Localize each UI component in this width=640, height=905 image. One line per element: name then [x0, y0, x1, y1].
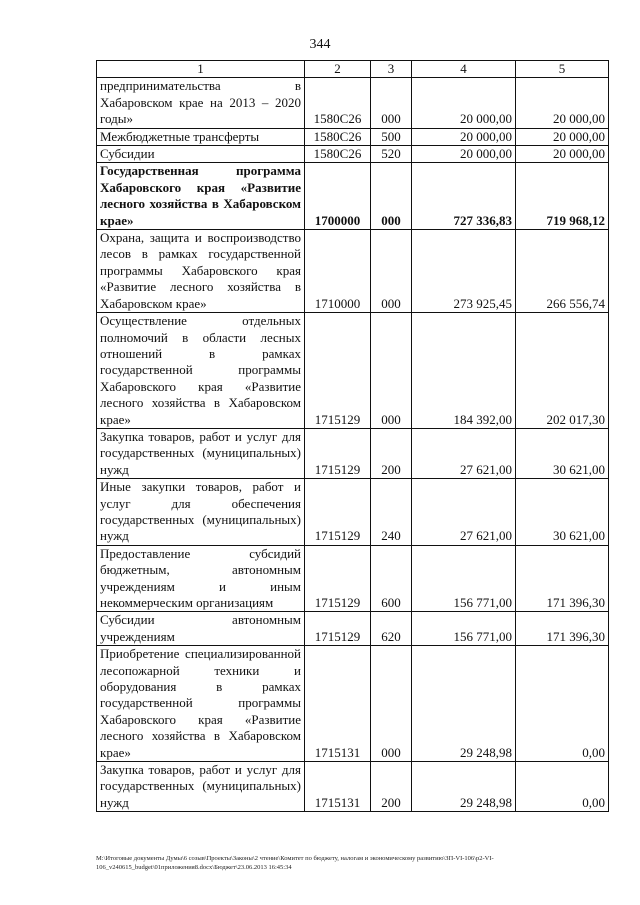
page-number: 344 [309, 37, 331, 52]
row-name: Государственная программа Хабаровского края «Развитие лесного хозяйства в Хабаровском крае» [97, 163, 305, 230]
table-row [97, 545, 609, 612]
row-amount-col5: 171 396,30 [516, 612, 609, 646]
row-expense-type: 600 [371, 545, 412, 612]
row-amount-col4: 20 000,00 [412, 146, 516, 163]
table-row [97, 762, 609, 812]
row-expense-type: 000 [371, 313, 412, 429]
row-amount-col4: 20 000,00 [412, 78, 516, 128]
row-amount-col5: 0,00 [516, 762, 609, 812]
row-amount-col4: 27 621,00 [412, 479, 516, 546]
row-target-code: 1700000 [305, 163, 371, 230]
file-path-footer [96, 854, 608, 872]
row-amount-col5: 0,00 [516, 646, 609, 762]
row-name: Предоставление субсидий бюджетным, автономным учреждениям и иным некоммерческим организациям [97, 545, 305, 612]
row-amount-col5: 30 621,00 [516, 428, 609, 478]
row-name: Субсидии автономным учреждениям [97, 612, 305, 646]
row-expense-type: 240 [371, 479, 412, 546]
column-header-3: 3 [371, 61, 412, 78]
row-name: Субсидии [97, 146, 305, 163]
row-expense-type: 200 [371, 762, 412, 812]
table-row [97, 78, 609, 128]
row-amount-col4: 156 771,00 [412, 612, 516, 646]
row-amount-col4: 184 392,00 [412, 313, 516, 429]
row-name: Межбюджетные трансферты [97, 128, 305, 145]
row-expense-type: 000 [371, 163, 412, 230]
row-amount-col4: 156 771,00 [412, 545, 516, 612]
row-target-code: 1715131 [305, 762, 371, 812]
row-amount-col4: 727 336,83 [412, 163, 516, 230]
row-amount-col5: 20 000,00 [516, 146, 609, 163]
row-amount-col4: 20 000,00 [412, 128, 516, 145]
row-target-code: 1580С26 [305, 78, 371, 128]
row-name: Закупка товаров, работ и услуг для государственных (муниципальных) нужд [97, 428, 305, 478]
row-name: Осуществление отдельных полномочий в области лесных отношений в рамках государственной программы Хабаровского края «Развитие лесного хозяйства в Хабаровском крае» [97, 313, 305, 429]
row-expense-type: 620 [371, 612, 412, 646]
table-row [97, 479, 609, 546]
row-target-code: 1715129 [305, 479, 371, 546]
row-expense-type: 000 [371, 78, 412, 128]
row-expense-type: 000 [371, 230, 412, 313]
row-amount-col5: 20 000,00 [516, 128, 609, 145]
table-row [97, 428, 609, 478]
column-header-5: 5 [516, 61, 609, 78]
row-name: Приобретение специализированной лесопожарной техники и оборудования в рамках государственной программы Хабаровского края «Развитие лесного хозяйства в Хабаровском крае» [97, 646, 305, 762]
row-name: Иные закупки товаров, работ и услуг для обеспечения государственных (муниципальных) нужд [97, 479, 305, 546]
table-row [97, 313, 609, 429]
row-expense-type: 000 [371, 646, 412, 762]
row-expense-type: 200 [371, 428, 412, 478]
row-target-code: 1715129 [305, 428, 371, 478]
row-amount-col4: 29 248,98 [412, 646, 516, 762]
row-target-code: 1715129 [305, 545, 371, 612]
row-amount-col4: 273 925,45 [412, 230, 516, 313]
row-amount-col5: 171 396,30 [516, 545, 609, 612]
row-expense-type: 520 [371, 146, 412, 163]
row-amount-col4: 29 248,98 [412, 762, 516, 812]
table-row [97, 128, 609, 145]
row-target-code: 1710000 [305, 230, 371, 313]
row-name: Закупка товаров, работ и услуг для государственных (муниципальных) нужд [97, 762, 305, 812]
column-header-2: 2 [305, 61, 371, 78]
row-name: Охрана, защита и воспроизводство лесов в рамках государственной программы Хабаровского края «Развитие лесного хозяйства в Хабаровском крае» [97, 230, 305, 313]
table-row [97, 230, 609, 313]
row-target-code: 1715129 [305, 313, 371, 429]
row-amount-col5: 719 968,12 [516, 163, 609, 230]
row-target-code: 1580С26 [305, 128, 371, 145]
table-header-row [97, 61, 609, 78]
row-target-code: 1715131 [305, 646, 371, 762]
column-header-4: 4 [412, 61, 516, 78]
row-amount-col5: 266 556,74 [516, 230, 609, 313]
row-amount-col4: 27 621,00 [412, 428, 516, 478]
row-name: предпринимательства в Хабаровском крае на 2013 – 2020 годы» [97, 78, 305, 128]
table-row [97, 146, 609, 163]
row-amount-col5: 202 017,30 [516, 313, 609, 429]
file-path-line-1: М:\Итоговые документы Думы\6 созыв\Проекты\Законы\2 чтение\Комитет по бюджету, налогам и экономическому развитию\ЗП-VI-106\р2-VI- [96, 855, 494, 862]
table-row [97, 612, 609, 646]
budget-table [96, 60, 609, 812]
row-target-code: 1580С26 [305, 146, 371, 163]
table-row [97, 646, 609, 762]
row-amount-col5: 20 000,00 [516, 78, 609, 128]
row-target-code: 1715129 [305, 612, 371, 646]
file-path-line-2: 106_v240615_budget\01приложения8.docx\Бюджет\23.06.2013 16:45:34 [96, 864, 292, 871]
table-row [97, 163, 609, 230]
row-expense-type: 500 [371, 128, 412, 145]
row-amount-col5: 30 621,00 [516, 479, 609, 546]
column-header-1: 1 [97, 61, 305, 78]
